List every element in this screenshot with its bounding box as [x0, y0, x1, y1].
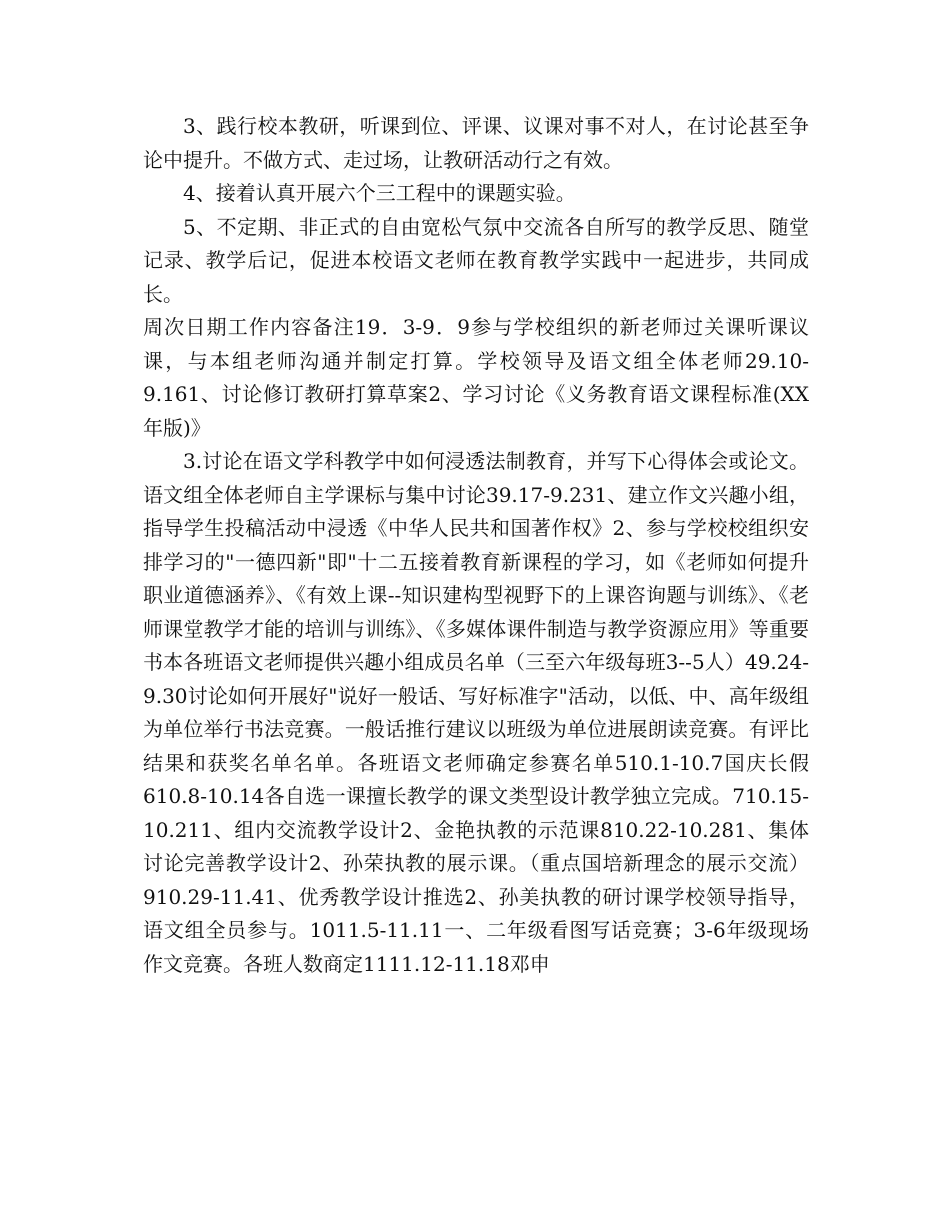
paragraph-project-experiment: 4、接着认真开展六个三工程中的课题实验。: [183, 181, 576, 205]
paragraph-teaching-reflection: 5、不定期、非正式的自由宽松气氛中交流各自所写的教学反思、随堂记录、教学后记，促进本校语文老师在教育教学实践中一起进步，共同成长。: [143, 214, 809, 306]
document-body: [143, 110, 809, 981]
paragraph-schedule-details: 3.讨论在语文学科教学中如何浸透法制教育，并写下心得体会或论文。语文组全体老师自主学课标与集中讨论39.17-9.231、建立作文兴趣小组，指导学生投稿活动中浸透《中华人民共和国著作权》2、参与学校校组织安排学习的"一德四新"即"十二五接着教育新课程的学习，如《老师如何提升职业道德涵养》、《有效上课--知识建构型视野下的上课咨询题与训练》、《老师课堂教学才能的培训与训练》、《多媒体课件制造与教学资源应用》等重要书本各班语文老师提供兴趣小组成员名单（三至六年级每班3--5人）49.24-9.30讨论如何开展好"说好一般话、写好标准字"活动，以低、中、高年级组为单位举行书法竞赛。一般话推行建议以班级为单位进展朗读竞赛。有评比结果和获奖名单名单。各班语文老师确定参赛名单510.1-10.7国庆长假610.8-10.14各自选一课擅长教学的课文类型设计教学独立完成。710.15-10.211、组内交流教学设计2、金艳执教的示范课810.22-10.281、集体讨论完善教学设计2、孙荣执教的展示课。（重点国培新理念的展示交流）910.29-11.41、优秀教学设计推选2、孙美执教的研讨课学校领导指导，语文组全员参与。1011.5-11.11一、二年级看图写话竞赛；3-6年级现场作文竞赛。各班人数商定1111.12-11.18邓申: [143, 449, 809, 976]
paragraph-schedule-header: 周次日期工作内容备注19．3-9．9参与学校组织的新老师过关课听课议课，与本组老师沟通并制定打算。学校领导及语文组全体老师29.10-9.161、讨论修订教研打算草案2、学习讨论《义务教育语文课程标准(XX年版)》: [143, 315, 809, 440]
paragraph-practice-school-research: 3、践行校本教研，听课到位、评课、议课对事不对人，在讨论甚至争论中提升。不做方式、走过场，让教研活动行之有效。: [143, 114, 809, 172]
